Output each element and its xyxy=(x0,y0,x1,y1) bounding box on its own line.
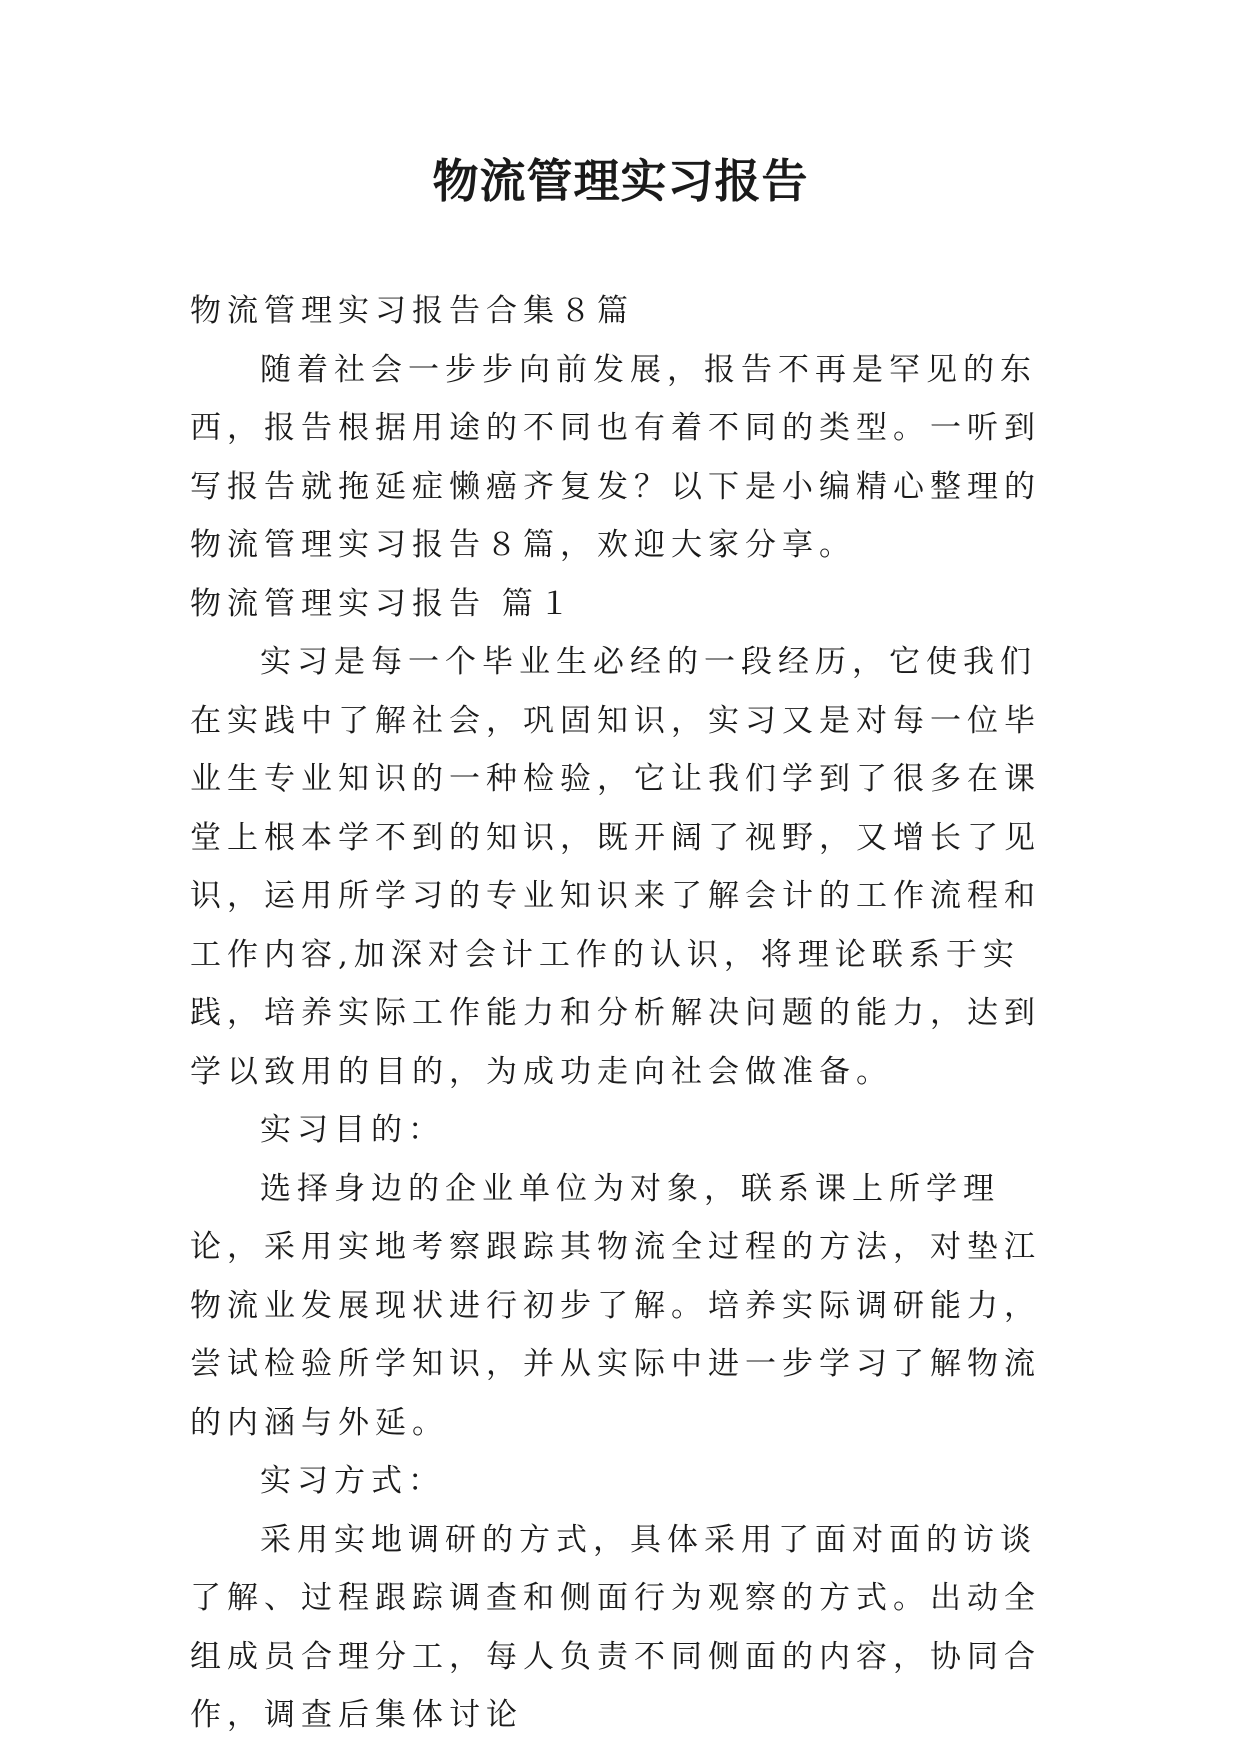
intro-paragraph: 随着社会一步步向前发展，报告不再是罕见的东西，报告根据用途的不同也有着不同的类型。一听到写报告就拖延症懒癌齐复发？以下是小编精心整理的物流管理实习报告８篇，欢迎大家分享。 xyxy=(190,351,1041,563)
internship-overview-paragraph: 实习是每一个毕业生必经的一段经历，它使我们在实践中了解社会，巩固知识，实习又是对每一位毕业生专业知识的一种检验，它让我们学到了很多在课堂上根本学不到的知识，既开阔了视野，又增长了见识，运用所学习的专业知识来了解会计的工作流程和工作内容,加深对会计工作的认识，将理论联系于实践，培养实际工作能力和分析解决问题的能力，达到学以致用的目的，为成功走向社会做准备。 xyxy=(190,644,1041,1090)
collection-heading: 物流管理实习报告合集８篇 xyxy=(190,293,634,329)
document-title: 物流管理实习报告 xyxy=(432,154,809,208)
method-heading: 实习方式： xyxy=(260,1463,445,1499)
purpose-paragraph: 选择身边的企业单位为对象，联系课上所学理论，采用实地考察跟踪其物流全过程的方法，对垫江物流业发展现状进行初步了解。培养实际调研能力，尝试检验所学知识，并从实际中进一步学习了解物流的内涵与外延。 xyxy=(190,1170,1041,1441)
section-heading-part-1: 物流管理实习报告 篇１ xyxy=(190,585,576,622)
purpose-heading: 实习目的： xyxy=(260,1112,445,1148)
document-body xyxy=(190,282,1060,1745)
method-paragraph: 采用实地调研的方式，具体采用了面对面的访谈了解、过程跟踪调查和侧面行为观察的方式。出动全组成员合理分工，每人负责不同侧面的内容，协同合作，调查后集体讨论 xyxy=(190,1521,1041,1733)
